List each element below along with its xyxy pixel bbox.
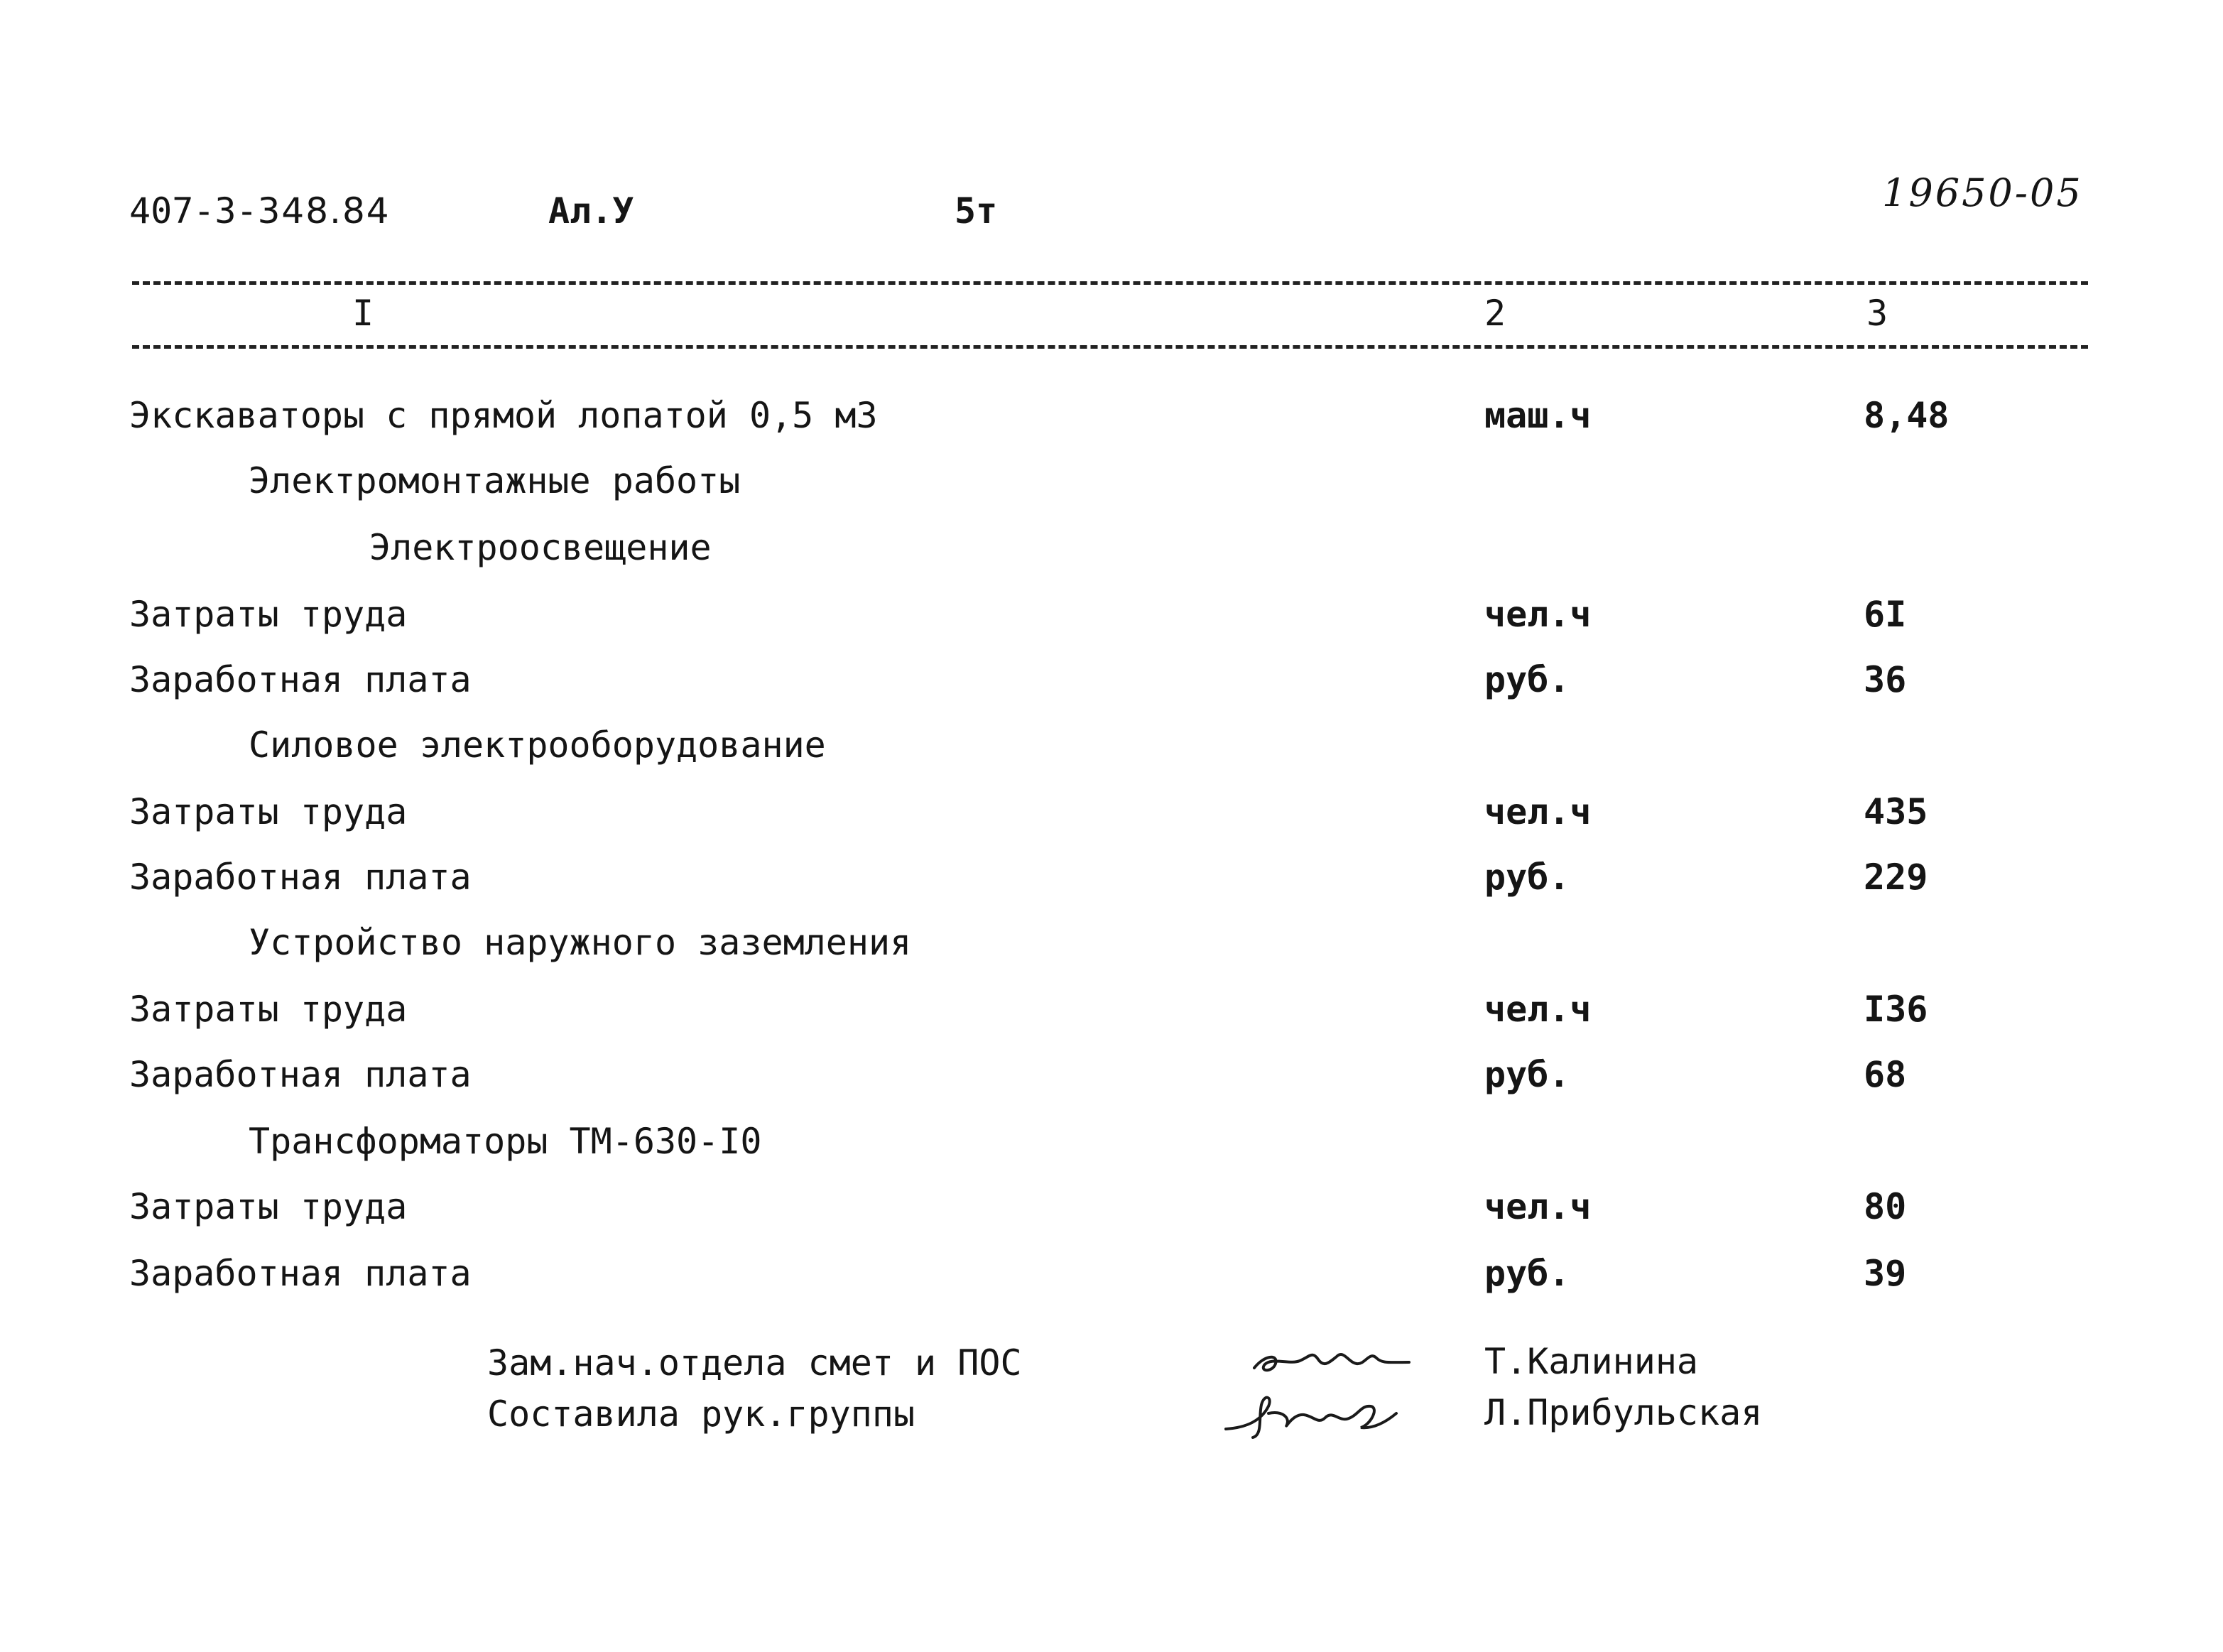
signature-name-2: Л.Прибульская	[1484, 1392, 1763, 1433]
table-row	[0, 1186, 2223, 1250]
table-row	[0, 1253, 2223, 1317]
row-value: 80	[1864, 1186, 1907, 1227]
column-header-2: 2	[1484, 293, 1506, 334]
row-name: Заработная плата	[129, 1054, 472, 1095]
section-heading: Силовое электрооборудование	[249, 724, 826, 766]
table-row	[0, 922, 2223, 986]
row-name: Затраты труда	[129, 1186, 408, 1227]
table-row	[0, 395, 2223, 459]
row-unit: руб.	[1484, 1054, 1570, 1095]
row-name: Затраты труда	[129, 594, 408, 635]
table-row	[0, 460, 2223, 524]
table-row	[0, 857, 2223, 920]
row-unit: чел.ч	[1484, 594, 1592, 635]
row-unit: чел.ч	[1484, 791, 1592, 832]
section-heading: Электроосвещение	[369, 527, 712, 568]
document-code-handwritten: 348.84	[257, 190, 391, 232]
row-unit: руб.	[1484, 659, 1570, 700]
table-row	[0, 989, 2223, 1053]
table-row	[0, 527, 2223, 591]
row-name: Затраты труда	[129, 989, 408, 1030]
table-top-rule	[132, 281, 2088, 285]
row-value: I36	[1864, 989, 1928, 1030]
table-row	[0, 1121, 2223, 1185]
row-value: 229	[1864, 857, 1928, 898]
row-value: 435	[1864, 791, 1928, 832]
inventory-number: 19650-05	[1882, 170, 2083, 215]
document-code	[129, 190, 391, 232]
page-number: 5т	[955, 190, 998, 232]
row-name: Заработная плата	[129, 857, 472, 898]
row-unit: руб.	[1484, 857, 1570, 898]
row-value: 68	[1864, 1054, 1907, 1095]
table-row	[0, 791, 2223, 855]
row-value: 8,48	[1864, 395, 1950, 436]
table-row	[0, 724, 2223, 788]
column-header-1: I	[352, 293, 374, 334]
row-value: 36	[1864, 659, 1907, 700]
signature-role-2: Составила рук.группы	[487, 1393, 915, 1435]
row-name: Затраты труда	[129, 791, 408, 832]
section-heading: Трансформаторы ТМ-630-I0	[249, 1121, 762, 1162]
row-name: Заработная плата	[129, 1253, 472, 1294]
row-value: 6I	[1864, 594, 1907, 635]
document-code-printed: 407-3-	[129, 190, 258, 232]
column-header-3: 3	[1866, 293, 1888, 334]
row-name: Экскаваторы с прямой лопатой 0,5 м3	[129, 395, 878, 436]
row-unit: чел.ч	[1484, 1186, 1592, 1227]
table-row	[0, 594, 2223, 658]
section-heading: Электромонтажные работы	[249, 460, 741, 501]
signature-role-1: Зам.нач.отдела смет и ПОС	[487, 1342, 1022, 1384]
handwritten-signature-1	[1250, 1341, 1413, 1384]
row-name: Заработная плата	[129, 659, 472, 700]
row-value: 39	[1864, 1253, 1907, 1294]
row-unit: чел.ч	[1484, 989, 1592, 1030]
signature-name-1: Т.Калинина	[1484, 1341, 1699, 1382]
sheet-label: Ал.У	[548, 190, 634, 232]
section-heading: Устройство наружного заземления	[249, 922, 912, 963]
row-unit: руб.	[1484, 1253, 1570, 1294]
table-row	[0, 659, 2223, 723]
table-header-rule	[132, 345, 2088, 349]
table-row	[0, 1054, 2223, 1118]
handwritten-signature-2	[1219, 1385, 1403, 1442]
row-unit: маш.ч	[1484, 395, 1592, 436]
